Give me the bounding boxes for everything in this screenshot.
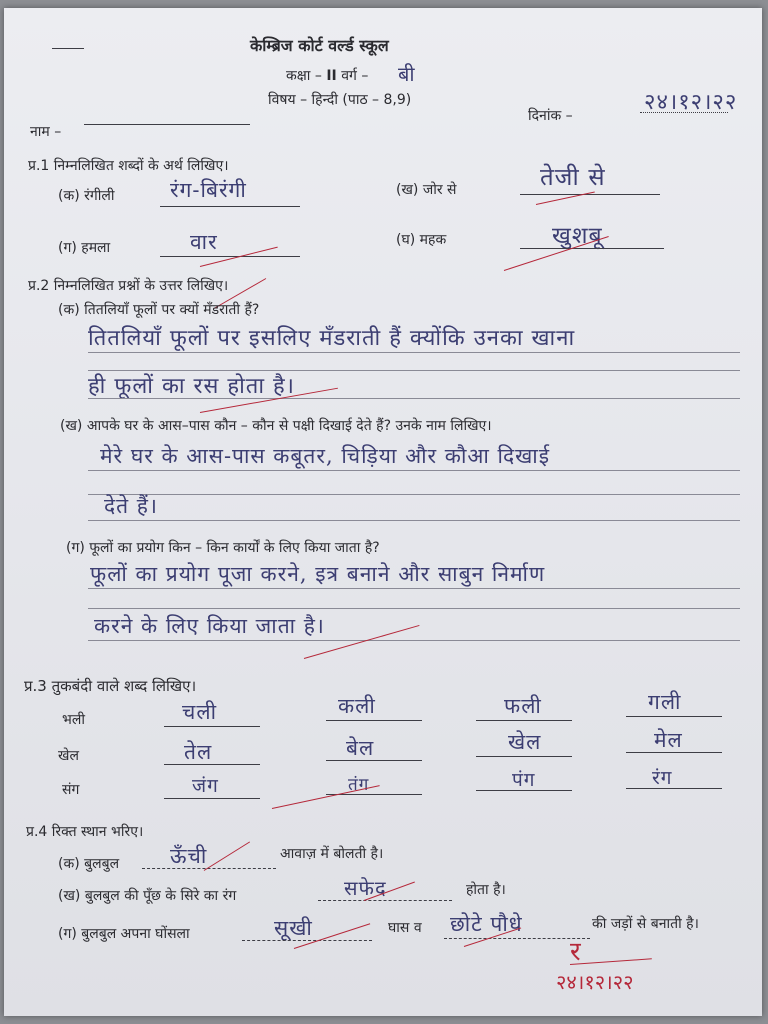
date-underline (640, 112, 728, 113)
correct-tick-mark (204, 841, 250, 870)
header-dash (52, 48, 84, 49)
q3-answer-line (626, 716, 722, 717)
section-value: बी (398, 62, 416, 86)
writing-rule (88, 398, 740, 399)
q3-answer: तंग (348, 775, 370, 795)
q3-answer-line (626, 752, 722, 753)
q3-answer: कली (338, 694, 376, 718)
q3-answer-line (164, 798, 260, 799)
q4-blank-line (242, 940, 372, 941)
q2-answer-line: ही फूलों का रस होता है। (88, 374, 296, 399)
writing-rule (88, 470, 740, 471)
signature-underline (570, 958, 652, 965)
date-value: २४।१२।२२ (644, 90, 738, 115)
q4-blank-line (142, 868, 276, 869)
q3-answer: जंग (192, 775, 219, 797)
section-label: वर्ग – (336, 68, 369, 84)
q2-answer-line: फूलों का प्रयोग पूजा करने, इत्र बनाने और साबुन निर्माण (90, 562, 546, 586)
q4-item-before: (ख) बुलबुल की पूँछ के सिरे का रंग (58, 888, 237, 904)
q1-answer-line (160, 256, 300, 257)
date-label: दिनांक – (528, 108, 573, 124)
q4-answer: सूखी (274, 916, 313, 940)
q3-answer-line (326, 760, 422, 761)
q4-item-after: आवाज़ में बोलती है। (280, 846, 384, 862)
q3-answer: खेल (508, 730, 542, 754)
school-name: केम्ब्रिज कोर्ट वर्ल्ड स्कूल (250, 36, 389, 55)
q4-answer: सफेद (344, 876, 387, 900)
class-value: II (326, 68, 337, 84)
q1-answer: खुशबू (552, 223, 603, 249)
q2-question: (ग) फूलों का प्रयोग किन – किन कार्यों के लिए किया जाता है? (66, 540, 380, 556)
q3-answer-line (164, 764, 260, 765)
q3-answer-line (326, 720, 422, 721)
q3-answer-line (476, 720, 572, 721)
q4-answer: ऊँची (170, 844, 208, 868)
q4-answer: छोटे पौधे (450, 912, 523, 936)
q2-question: (ख) आपके घर के आस–पास कौन – कौन से पक्षी दिखाई देते हैं? उनके नाम लिखिए। (60, 418, 492, 434)
q4-heading: प्र.4 रिक्त स्थान भरिए। (26, 824, 144, 840)
writing-rule (88, 640, 740, 641)
q3-answer-line (476, 756, 572, 757)
q1-item-label: (घ) महक (396, 232, 447, 248)
writing-rule (88, 608, 740, 609)
q3-answer-line (164, 726, 260, 727)
writing-rule (88, 352, 740, 353)
q3-answer: गली (648, 690, 682, 714)
q3-heading: प्र.3 तुकबंदी वाले शब्द लिखिए। (24, 677, 197, 695)
q3-word: भली (62, 712, 85, 728)
q2-answer-line: देते हैं। (104, 494, 158, 518)
correct-tick-mark (272, 785, 380, 809)
q4-item-after: की जड़ों से बनाती है। (592, 916, 699, 932)
writing-rule (88, 494, 740, 495)
q3-answer-line (626, 788, 722, 789)
q1-item-label: (ग) हमला (58, 240, 111, 256)
teacher-check-date: २४।१२।२२ (556, 970, 634, 994)
q1-answer: रंग-बिरंगी (170, 178, 247, 202)
q4-item-after: होता है। (466, 882, 506, 898)
q3-answer: बेल (346, 736, 375, 760)
q3-answer: मेल (654, 728, 683, 752)
q1-item-label: (ख) जोर से (396, 182, 457, 198)
q4-blank-line (444, 938, 590, 939)
q3-word: संग (62, 782, 80, 798)
worksheet-page (4, 8, 762, 1016)
q4-blank-line (318, 900, 452, 901)
q1-answer: वार (190, 230, 218, 254)
q2-answer-line: तितलियाँ फूलों पर इसलिए मँडराती हैं क्योंकि उनका खाना (88, 326, 576, 351)
q2-heading: प्र.2 निम्नलिखित प्रश्नों के उत्तर लिखिए। (28, 278, 229, 294)
name-label: नाम – (30, 124, 62, 140)
q2-answer-line: करने के लिए किया जाता है। (94, 614, 325, 638)
writing-rule (88, 520, 740, 521)
q1-answer: तेजी से (540, 163, 606, 191)
q2-question: (क) तितलियाँ फूलों पर क्यों मँडराती हैं? (58, 302, 260, 318)
q4-item-before: (ग) बुलबुल अपना घोंसला (58, 926, 190, 942)
q4-item-middle: घास व (388, 920, 422, 936)
q1-item-label: (क) रंगीली (58, 188, 115, 204)
q1-answer-line (520, 194, 660, 195)
q1-answer-line (520, 248, 664, 249)
q3-answer: रंग (652, 767, 673, 789)
q3-answer: तेल (184, 740, 213, 764)
subject-line: विषय – हिन्दी (पाठ – 8,9) (268, 92, 412, 108)
class-label: कक्षा – (286, 68, 327, 84)
q1-answer-line (160, 206, 300, 207)
q3-answer-line (476, 790, 572, 791)
q3-word: खेल (58, 748, 79, 764)
class-line (286, 66, 368, 85)
teacher-signature: र (570, 937, 581, 967)
q3-answer: पंग (512, 769, 536, 791)
writing-rule (88, 588, 740, 589)
name-field-line (84, 124, 250, 125)
q3-answer: चली (182, 700, 218, 724)
q1-heading: प्र.1 निम्नलिखित शब्दों के अर्थ लिखिए। (28, 158, 229, 174)
q3-answer: फली (504, 694, 542, 718)
q4-item-before: (क) बुलबुल (58, 856, 120, 872)
q2-answer-line: मेरे घर के आस-पास कबूतर, चिड़िया और कौआ दिखाई (100, 444, 551, 468)
